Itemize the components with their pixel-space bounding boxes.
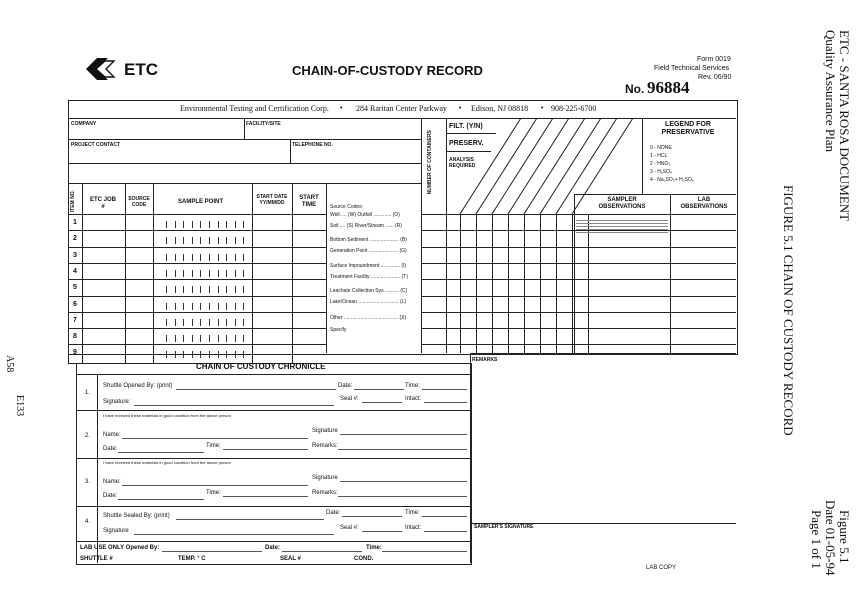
sample-point-tick [235, 254, 236, 261]
step4-seal-label: Seal #: [340, 525, 359, 531]
sample-point-tick [192, 286, 193, 293]
step4-time-label: Time: [405, 510, 420, 516]
step2-date-label: Date: [103, 446, 118, 452]
sample-point-tick [218, 254, 219, 261]
containers-label: NUMBER OF CONTAINERS [427, 130, 433, 195]
step1-intact-label: Intact: [405, 396, 422, 402]
sample-point-tick [243, 254, 244, 261]
analysis-column-line [588, 214, 589, 353]
sample-point-tick [166, 254, 167, 261]
sample-point-tick [235, 351, 236, 358]
step2-time-label: Time: [206, 443, 221, 449]
org-phone: 908-225-6700 [551, 104, 597, 113]
sample-point-tick [218, 221, 219, 228]
row-line [68, 279, 326, 280]
sample-point-tick [192, 221, 193, 228]
sample-point-tick [226, 270, 227, 277]
sample-point-tick [192, 319, 193, 326]
item-no-label: ITEM NO. [70, 190, 76, 213]
etc-logo [84, 56, 120, 82]
sample-point-tick [175, 286, 176, 293]
sample-point-tick [218, 335, 219, 342]
org-city: Edison, NJ 08818 [471, 104, 529, 113]
step2-remarks-label: Remarks: [312, 443, 338, 449]
sample-point-tick [200, 351, 201, 358]
sample-point-tick [183, 270, 184, 277]
row-line [68, 344, 326, 345]
row-number: 6 [73, 301, 77, 308]
doc-plan: Quality Assurance Plan [823, 30, 838, 153]
lab-copy-label: LAB COPY [646, 565, 677, 571]
step2-name-label: Name: [103, 432, 121, 438]
step4-intact-label: Intact: [405, 525, 422, 531]
step-1: 1. [85, 390, 91, 396]
sample-point-tick [200, 270, 201, 277]
left-edge [68, 183, 69, 363]
sample-point-tick [200, 286, 201, 293]
sample-point-tick [209, 303, 210, 310]
analysis-label: ANALYSIS REQUIRED [449, 157, 476, 169]
legend-item-2: 2 - HNO₃ [650, 161, 671, 167]
preserv-label: PRESERV. [449, 140, 484, 147]
sampler-obs-label: SAMPLER OBSERVATIONS [598, 197, 646, 210]
legend-title: LEGEND FOR PRESERVATIVE [661, 121, 715, 137]
source-code-4: Surface Impoundment .............. (I) [330, 263, 407, 269]
sample-point-tick [235, 237, 236, 244]
row-line [68, 328, 326, 329]
margin-code-e133: E133 [14, 395, 25, 417]
step3-name-label: Name: [103, 479, 121, 485]
step4-date-label: Date: [326, 510, 341, 516]
sample-point-tick [218, 270, 219, 277]
sample-point-tick [183, 319, 184, 326]
step3-remarks-label: Remarks: [312, 490, 338, 496]
logo-text: ETC [124, 60, 158, 79]
form-title: CHAIN-OF-CUSTODY RECORD [292, 63, 483, 78]
obs-line [576, 220, 668, 221]
sample-point-tick [226, 254, 227, 261]
analysis-column-line [540, 214, 541, 353]
org-sep: • [340, 105, 343, 112]
figure-number: Figure 5.1 [837, 510, 852, 564]
figure-date: Date 01-05-94 [823, 500, 838, 576]
sample-point-tick [183, 254, 184, 261]
legend-item-1: 1 - HCL [650, 153, 668, 159]
sample-point-tick [200, 319, 201, 326]
start-time-label: START TIME [299, 195, 319, 208]
lab-use-seal: SEAL # [280, 556, 301, 562]
sample-point-tick [218, 351, 219, 358]
form-number: Form 0019 [697, 56, 731, 63]
analysis-column-line [460, 214, 461, 353]
sample-point-tick [218, 237, 219, 244]
sample-point-tick [192, 351, 193, 358]
sample-point-tick [175, 221, 176, 228]
sample-point-tick [209, 270, 210, 277]
sample-point-tick [200, 335, 201, 342]
sample-point-tick [243, 221, 244, 228]
filt-label: FILT. (Y/N) [449, 123, 483, 130]
sample-point-tick [209, 286, 210, 293]
sample-point-tick [166, 319, 167, 326]
etc-logo-icon [84, 56, 120, 82]
lab-use-opened: LAB USE ONLY Opened By: [80, 545, 160, 551]
step1-time-label: Time: [405, 383, 420, 389]
figure-page: Page 1 of 1 [809, 510, 824, 569]
step1-signature-label: Signature: [103, 399, 131, 405]
sample-point-tick [243, 319, 244, 326]
record-number: 96884 [647, 78, 690, 97]
source-code-5: Treatment Facility ..................... (T) [330, 274, 408, 280]
sample-point-tick [209, 335, 210, 342]
source-code-7: Lake/Ocean ............................. (L) [330, 299, 407, 305]
sample-point-tick [192, 303, 193, 310]
sample-point-tick [166, 303, 167, 310]
row-number: 1 [73, 219, 77, 226]
org-sep-3: • [541, 105, 544, 112]
sample-point-tick [243, 270, 244, 277]
sample-point-tick [243, 286, 244, 293]
sample-point-tick [226, 221, 227, 228]
remarks-label: REMARKS [472, 357, 498, 363]
sample-point-tick [209, 319, 210, 326]
sample-point-tick [192, 335, 193, 342]
margin-code-a58: A58 [4, 355, 15, 373]
sample-point-tick [243, 335, 244, 342]
org-name: Environmental Testing and Certification Corp. [180, 104, 329, 113]
row-line [421, 263, 736, 264]
obs-line [576, 232, 668, 233]
row-number: 3 [73, 252, 77, 259]
org-address: 284 Raritan Center Parkway [356, 104, 447, 113]
sample-point-tick [183, 335, 184, 342]
sample-point-tick [166, 335, 167, 342]
sample-point-tick [175, 303, 176, 310]
analysis-column-line [572, 214, 573, 353]
facility-label: FACILITY/SITE [246, 121, 281, 127]
lab-use-date: Date: [265, 545, 281, 551]
row-line [68, 214, 326, 215]
sample-point-tick [175, 319, 176, 326]
step-4: 4. [85, 519, 91, 525]
sample-point-tick [166, 221, 167, 228]
row-line [421, 328, 736, 329]
sample-point-tick [175, 254, 176, 261]
form-dept: Field Technical Services [654, 65, 729, 72]
row-line [68, 296, 326, 297]
step-2: 2. [85, 433, 91, 439]
row-line [421, 247, 736, 248]
doc-title: ETC - SANTA ROSA DOCUMENT [837, 30, 852, 222]
sample-point-tick [166, 351, 167, 358]
sample-point-tick [226, 351, 227, 358]
row-line [68, 263, 326, 264]
step1-date-label: Date: [338, 383, 353, 389]
sample-point-tick [192, 237, 193, 244]
row-line [421, 279, 736, 280]
step3-received-text: I have received these materials in good condition from the above person [103, 460, 231, 465]
source-code-2: Bottom Sediment ..................... (B) [330, 237, 407, 243]
step3-date-label: Date: [103, 493, 118, 499]
source-code-1: Soil .... (S) River/Stream ...... (R) [330, 223, 402, 229]
sample-point-tick [235, 286, 236, 293]
telephone-label: TELEPHONE NO. [292, 142, 333, 148]
analysis-column-line [524, 214, 525, 353]
sample-point-tick [183, 286, 184, 293]
sample-point-tick [218, 319, 219, 326]
source-code-label: SOURCE CODE [128, 196, 150, 208]
row-line [68, 230, 326, 231]
form-rev: Rev. 06/90 [698, 74, 732, 81]
analysis-column-line [492, 214, 493, 353]
start-date-label: START DATE YY/MM/DD [256, 194, 288, 206]
sample-point-tick [243, 237, 244, 244]
sample-point-tick [166, 286, 167, 293]
record-no-label: No. [625, 82, 645, 96]
sample-point-tick [243, 351, 244, 358]
legend-item-0: 0 - NONE [650, 145, 672, 151]
source-code-8: Other ....................................... (X) [330, 315, 407, 321]
sample-point-tick [192, 270, 193, 277]
sample-point-tick [175, 237, 176, 244]
sample-point-tick [235, 335, 236, 342]
sample-point-tick [200, 303, 201, 310]
sample-point-tick [235, 319, 236, 326]
sample-point-tick [183, 303, 184, 310]
source-codes-title: Source Codes: [330, 204, 364, 210]
sample-point-tick [192, 254, 193, 261]
row-number: 9 [73, 349, 77, 356]
step2-signature-label: Signature [312, 428, 338, 434]
sample-point-tick [218, 303, 219, 310]
sample-point-tick [235, 303, 236, 310]
obs-line [576, 223, 668, 224]
figure-caption: FIGURE 5.1 CHAIN OF CUSTODY RECORD [781, 185, 796, 436]
lab-obs-label: LAB OBSERVATIONS [680, 197, 728, 210]
row-number: 2 [73, 235, 77, 242]
sample-point-tick [200, 254, 201, 261]
sample-point-tick [226, 303, 227, 310]
sample-point-tick [235, 270, 236, 277]
row-line [421, 312, 736, 313]
source-code-6: Leachate Collection Sys .......... (C) [330, 288, 408, 294]
lab-use-temp: TEMP. ° C [178, 556, 206, 562]
analysis-column-line [476, 214, 477, 353]
sample-point-tick [226, 335, 227, 342]
sample-point-tick [226, 286, 227, 293]
chronicle-title: CHAIN OF CUSTODY CHRONICLE [196, 362, 326, 371]
source-code-3: Generation Point ..................... (G) [330, 248, 407, 254]
sample-point-label: SAMPLE POINT [178, 199, 224, 205]
sample-point-tick [183, 237, 184, 244]
source-code-0: Well .... (W) Outfall ............. (O) [330, 212, 400, 218]
step2-received-text: I have received these materials in good condition from the above person [103, 413, 231, 418]
row-line [421, 344, 736, 345]
lab-use-cond: COND. [354, 556, 374, 562]
sample-point-tick [166, 270, 167, 277]
sample-point-tick [175, 351, 176, 358]
step3-signature-label: Signature [312, 475, 338, 481]
legend-item-4: 4 - Na₂SO₃+ H₂SO₄ [650, 177, 694, 183]
sample-point-tick [175, 335, 176, 342]
row-line [68, 247, 326, 248]
source-code-9: Specify [330, 327, 347, 333]
sample-point-tick [175, 270, 176, 277]
row-number: 8 [73, 333, 77, 340]
analysis-column-line [508, 214, 509, 353]
etc-job-label: ETC JOB # [89, 197, 116, 210]
sample-point-tick [218, 286, 219, 293]
sample-point-tick [200, 237, 201, 244]
sample-point-tick [200, 221, 201, 228]
sampler-signature-label: SAMPLER'S SIGNATURE [474, 524, 534, 530]
sample-point-tick [209, 351, 210, 358]
org-sep-2: • [459, 105, 462, 112]
row-line [68, 312, 326, 313]
shuttle-opened-label: Shuttle Opened By: (print) [103, 383, 173, 389]
step1-seal-label: Seal #: [340, 396, 359, 402]
step4-signature-label: Signature [103, 528, 129, 534]
project-contact-label: PROJECT CONTACT [71, 142, 121, 148]
sample-point-tick [226, 237, 227, 244]
legend-item-3: 3 - H₂SO₄ [650, 169, 673, 175]
sample-point-tick [209, 221, 210, 228]
sample-point-tick [243, 303, 244, 310]
row-number: 4 [73, 268, 77, 275]
obs-line [576, 229, 668, 230]
row-line [421, 230, 736, 231]
sample-point-tick [235, 221, 236, 228]
row-number: 7 [73, 317, 77, 324]
shuttle-sealed-label: Shuttle Sealed By: (print) [103, 513, 170, 519]
step-3: 3. [85, 479, 91, 485]
lab-use-time: Time: [366, 545, 382, 551]
row-line [421, 296, 736, 297]
sample-point-tick [226, 319, 227, 326]
row-line [421, 214, 736, 215]
row-number: 5 [73, 284, 77, 291]
lab-use-shuttle: SHUTTLE # [80, 556, 113, 562]
sample-point-tick [183, 351, 184, 358]
obs-line [576, 226, 668, 227]
company-label: COMPANY [71, 121, 97, 127]
analysis-column-line [556, 214, 557, 353]
step3-time-label: Time: [206, 490, 221, 496]
sample-point-tick [209, 254, 210, 261]
sample-point-tick [166, 237, 167, 244]
sample-point-tick [209, 237, 210, 244]
sample-point-tick [183, 221, 184, 228]
